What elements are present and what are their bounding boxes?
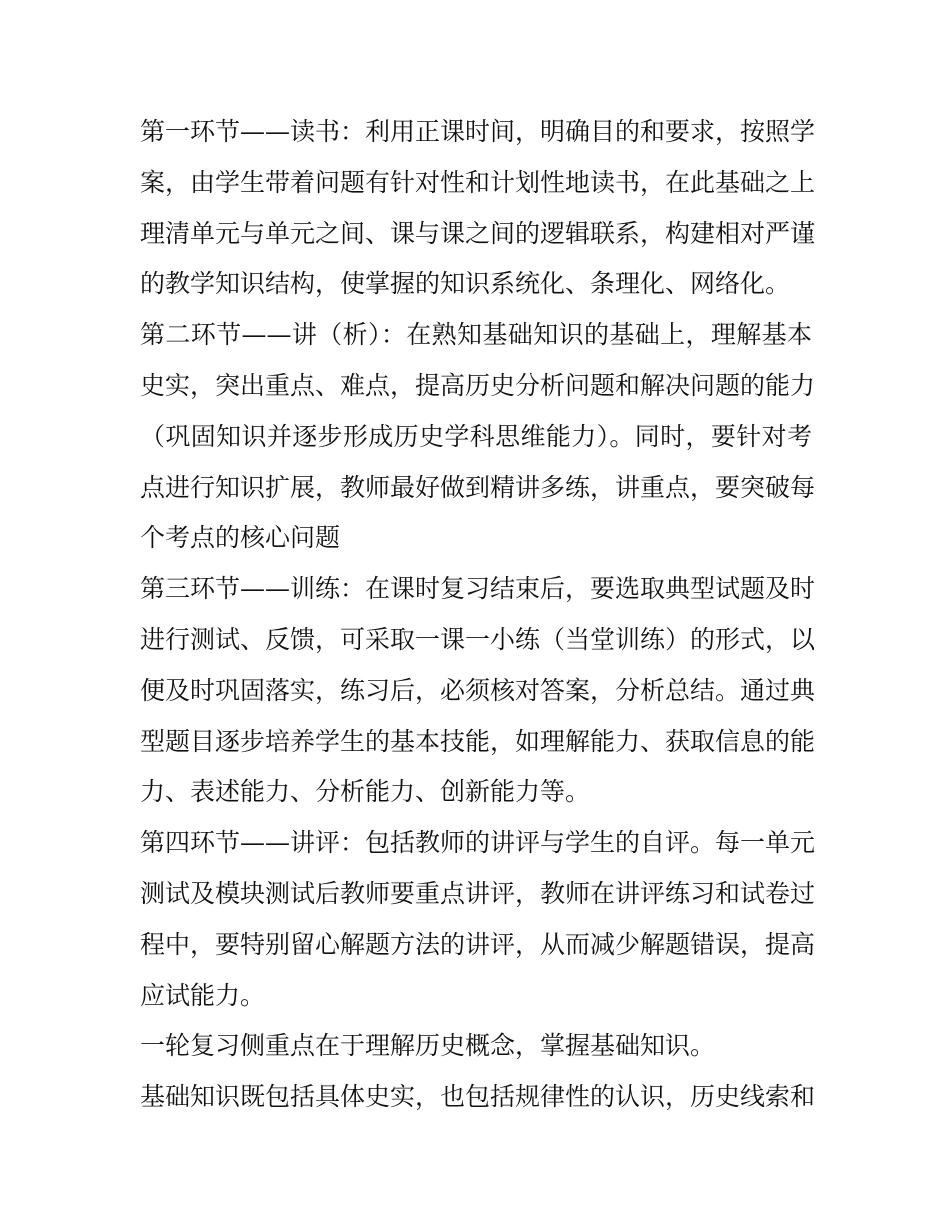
paragraph-training xyxy=(140,564,816,818)
paragraph-review xyxy=(140,818,816,1021)
text-line: 基础知识既包括具体史实，也包括规律性的认识，历史线索和 xyxy=(140,1082,816,1112)
text-line: （巩固知识并逐步形成历史学科思维能力）。同时，要针对考 xyxy=(140,421,812,451)
text-line: 程中，要特别留心解题方法的讲评，从而减少解题错误，提高 xyxy=(140,929,816,959)
paragraph-first-round-focus xyxy=(140,1021,812,1072)
document-body xyxy=(140,107,816,1123)
text-line: 一轮复习侧重点在于理解历史概念，掌握基础知识。 xyxy=(140,1031,716,1061)
text-line: 力、表述能力、分析能力、创新能力等。 xyxy=(140,777,591,807)
text-line: 理清单元与单元之间、课与课之间的逻辑联系，构建相对严谨 xyxy=(140,218,816,248)
text-line: 第四环节——讲评：包括教师的讲评与学生的自评。每一单元 xyxy=(140,828,816,858)
paragraph-basic-knowledge xyxy=(140,1072,816,1123)
text-line: 第一环节——读书：利用正课时间，明确目的和要求，按照学 xyxy=(140,117,816,146)
text-line: 个考点的核心问题 xyxy=(140,523,341,553)
text-line: 史实，突出重点、难点，提高历史分析问题和解决问题的能力 xyxy=(140,370,816,400)
text-line: 案，由学生带着问题有针对性和计划性地读书，在此基础之上 xyxy=(140,167,816,197)
paragraph-lecture xyxy=(140,310,816,564)
text-line: 进行测试、反馈，可采取一课一小练（当堂训练）的形式，以 xyxy=(140,624,816,654)
paragraph-reading xyxy=(140,107,816,310)
text-line: 第三环节——训练：在课时复习结束后，要选取典型试题及时 xyxy=(140,574,816,604)
text-line: 的教学知识结构，使掌握的知识系统化、条理化、网络化。 xyxy=(140,269,791,299)
text-line: 便及时巩固落实，练习后，必须核对答案，分析总结。通过典 xyxy=(140,675,816,705)
text-line: 第二环节——讲（析）：在熟知基础知识的基础上，理解基本 xyxy=(140,320,812,350)
text-line: 型题目逐步培养学生的基本技能，如理解能力、获取信息的能 xyxy=(140,726,816,756)
text-line: 应试能力。 xyxy=(140,980,266,1010)
text-line: 测试及模块测试后教师要重点讲评，教师在讲评练习和试卷过 xyxy=(140,878,816,908)
text-line: 点进行知识扩展，教师最好做到精讲多练，讲重点，要突破每 xyxy=(140,472,816,502)
